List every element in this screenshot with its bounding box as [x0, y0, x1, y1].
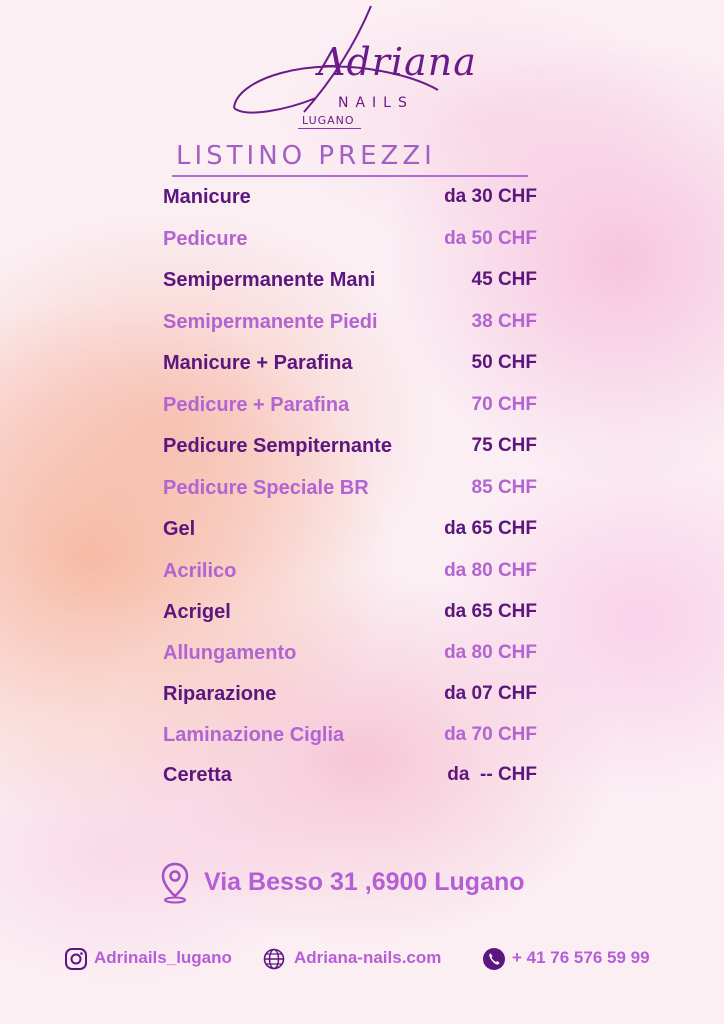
price-row: [0, 311, 724, 341]
service-price: da 80 CHF: [444, 642, 537, 663]
logo-subtitle: NAILS: [338, 95, 414, 111]
price-row: [0, 518, 724, 548]
service-price: 75 CHF: [471, 435, 537, 456]
service-name: Pedicure Sempiternante: [163, 435, 392, 457]
location-pin-icon: [161, 862, 189, 904]
service-name: Allungamento: [163, 642, 297, 664]
price-row: [0, 269, 724, 299]
service-price: da 80 CHF: [444, 560, 537, 581]
service-price: da 50 CHF: [444, 228, 537, 249]
price-row: [0, 435, 724, 465]
brand-logo: [226, 0, 477, 132]
service-price: 85 CHF: [471, 477, 537, 498]
price-row: [0, 394, 724, 424]
service-price: da 65 CHF: [444, 601, 537, 622]
phone-icon: [482, 947, 506, 971]
page-title: LISTINO PREZZI: [176, 141, 436, 171]
instagram-icon[interactable]: [64, 947, 88, 971]
service-price: 38 CHF: [471, 311, 537, 332]
service-name: Riparazione: [163, 683, 277, 705]
globe-icon: [262, 947, 286, 971]
service-name: Manicure + Parafina: [163, 352, 353, 374]
price-row: [0, 560, 724, 590]
price-row: [0, 724, 724, 754]
service-name: Pedicure Speciale BR: [163, 477, 369, 499]
service-price: da 07 CHF: [444, 683, 537, 704]
logo-city: LUGANO: [298, 114, 361, 129]
service-name: Acrilico: [163, 560, 237, 582]
price-row: [0, 352, 724, 382]
service-name: Laminazione Ciglia: [163, 724, 345, 746]
logo-script: Adriana: [318, 40, 477, 84]
phone-number[interactable]: + 41 76 576 59 99: [512, 948, 650, 967]
price-row: [0, 186, 724, 216]
instagram-handle[interactable]: Adrinails_lugano: [94, 948, 232, 967]
service-name: Acrigel: [163, 601, 231, 623]
price-row: [0, 477, 724, 507]
price-row: [0, 642, 724, 672]
service-name: Gel: [163, 518, 196, 540]
website-link[interactable]: Adriana-nails.com: [294, 948, 442, 967]
service-price: da 65 CHF: [444, 518, 537, 539]
title-underline: [172, 175, 528, 177]
price-row: [0, 228, 724, 258]
service-name: Manicure: [163, 186, 251, 208]
price-row: [0, 683, 724, 713]
service-name: Semipermanente Piedi: [163, 311, 378, 333]
price-row: [0, 601, 724, 631]
service-name: Pedicure: [163, 228, 248, 250]
service-name: Pedicure + Parafina: [163, 394, 350, 416]
service-price: da 70 CHF: [444, 724, 537, 745]
service-price: da 30 CHF: [444, 186, 537, 207]
address-text: Via Besso 31 ,6900 Lugano: [204, 868, 525, 896]
price-row: [0, 764, 724, 794]
service-name: Semipermanente Mani: [163, 269, 376, 291]
service-price: 50 CHF: [471, 352, 537, 373]
service-price: 70 CHF: [471, 394, 537, 415]
service-price: da -- CHF: [447, 764, 537, 785]
service-price: 45 CHF: [471, 269, 537, 290]
service-name: Ceretta: [163, 764, 232, 786]
